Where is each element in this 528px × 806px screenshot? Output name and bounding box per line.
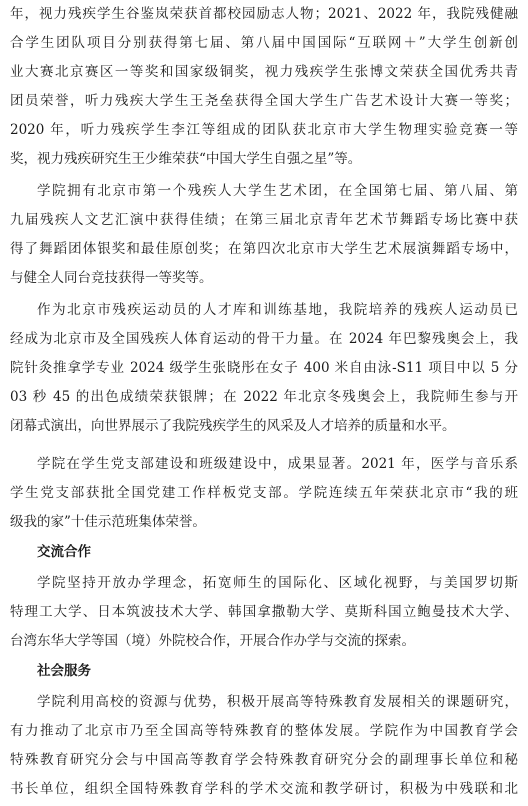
text-line: 院针灸推拿学专业 2024 级学生张晓彤在女子 400 米自由泳-S11 项目中以 5 分 xyxy=(10,360,518,376)
text-line: 特殊教育研究分会与中国高等教育学会特殊教育研究分会的副理事长单位和秘 xyxy=(10,752,518,768)
paragraph-exchange xyxy=(10,569,518,656)
text-line: 学生党支部获批全国党建工作样板党支部。学院连续五年荣获北京市“我的班 xyxy=(10,485,518,501)
text-line: 特理工大学、日本筑波技术大学、韩国拿撒勒大学、莫斯科国立鲍曼技术大学、 xyxy=(10,604,518,620)
paragraph-party-building xyxy=(10,450,518,537)
text-line: 级我的家”十佳示范班集体荣誉。 xyxy=(10,514,206,530)
text-line: 业大赛北京赛区一等奖和国家级铜奖，视力残疾学生张博文荣获全国优秀共青 xyxy=(10,64,518,80)
paragraph-athletes xyxy=(10,296,518,441)
text-line: 团员荣誉，听力残疾大学生王尧垒获得全国大学生广告艺术设计大赛一等奖； xyxy=(10,93,518,109)
paragraph-student-awards xyxy=(10,0,518,174)
text-line: 2020 年，听力残疾学生李江等组成的团队获北京市大学生物理实验竞赛一等 xyxy=(10,122,518,138)
text-line: 合学生团队项目分别获得第七届、第八届中国国际“互联网＋”大学生创新创 xyxy=(10,35,518,51)
text-line: 经成为北京市及全国残疾人体育运动的骨干力量。在 2024 年巴黎残奥会上，我 xyxy=(10,331,518,347)
text-line: 03 秒 45 的出色成绩荣获银牌；在 2022 年北京冬残奥会上，我院师生参与开 xyxy=(10,389,518,405)
text-line: 台湾东华大学等国（境）外院校合作，开展合作办学与交流的探索。 xyxy=(10,633,415,649)
text-line: 有力推动了北京市乃至全国高等特殊教育的整体发展。学院作为中国教育学会 xyxy=(10,723,518,739)
text-line: 学院利用高校的资源与优势，积极开展高等特殊教育发展相关的课题研究， xyxy=(37,694,518,710)
paragraph-art-troupe xyxy=(10,177,518,293)
text-line: 书长单位，组织全国特殊教育学科的学术交流和教学研讨，积极为中残联和北 xyxy=(10,781,518,797)
section-heading-service: 社会服务 xyxy=(37,663,91,679)
text-line: 奖，视力残疾研究生王少维荣获“中国大学生自强之星”等。 xyxy=(10,151,362,167)
text-line: 年，视力残疾学生谷鉴岚荣获首都校园励志人物；2021、2022 年，我院残健融 xyxy=(10,6,518,22)
paragraph-service xyxy=(10,688,518,804)
text-line: 学院坚持开放办学理念，拓宽师生的国际化、区域化视野，与美国罗切斯 xyxy=(37,575,518,591)
text-line: 九届残疾人文艺汇演中获得佳绩；在第三届北京青年艺术节舞蹈专场比赛中获 xyxy=(10,212,518,228)
text-line: 与健全人同台竞技获得一等奖等。 xyxy=(10,270,213,286)
text-line: 学院在学生党支部建设和班级建设中，成果显著。2021 年，医学与音乐系 xyxy=(37,456,518,472)
text-line: 学院拥有北京市第一个残疾人大学生艺术团，在全国第七届、第八届、第 xyxy=(37,183,518,199)
text-line: 闭幕式演出，向世界展示了我院残疾学生的风采及人才培养的质量和水平。 xyxy=(10,418,456,434)
text-line: 得了舞蹈团体银奖和最佳原创奖；在第四次北京市大学生艺术展演舞蹈专场中， xyxy=(10,241,518,257)
section-heading-exchange: 交流合作 xyxy=(37,544,91,560)
text-line: 作为北京市残疾运动员的人才库和训练基地，我院培养的残疾人运动员已 xyxy=(37,302,518,318)
